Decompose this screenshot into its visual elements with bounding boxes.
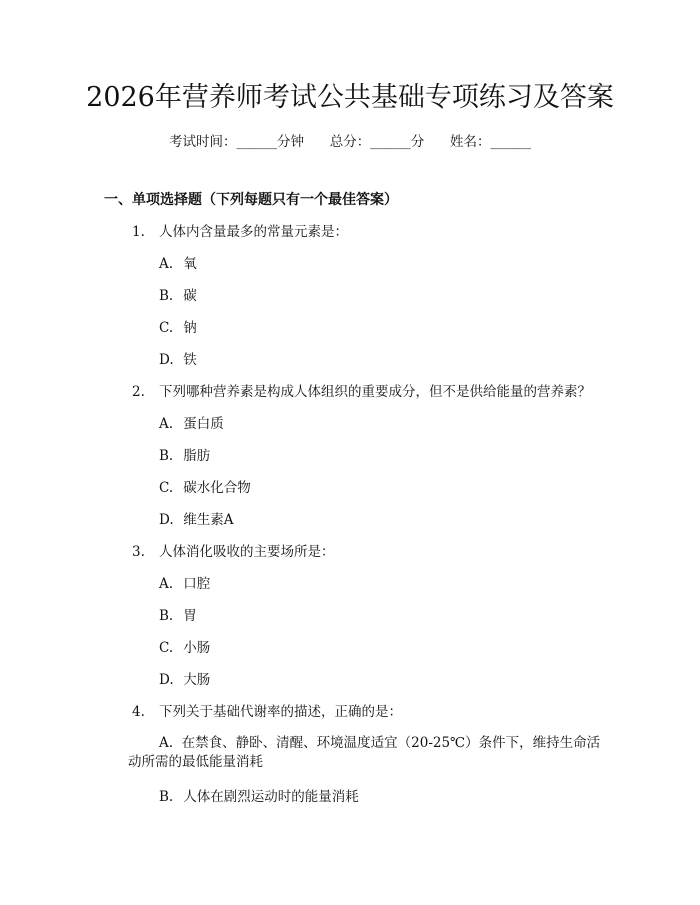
option-letter: B. (159, 448, 174, 464)
option-2a (159, 414, 224, 434)
option-text: 蛋白质 (183, 416, 224, 432)
option-text: 胃 (183, 608, 197, 624)
option-1b (159, 286, 197, 306)
option-letter: B. (159, 288, 174, 304)
option-text: 小肠 (183, 640, 211, 656)
option-1a (159, 254, 197, 274)
option-letter: A. (159, 256, 174, 272)
option-1d (159, 350, 197, 370)
question-text: 人体消化吸收的主要场所是： (159, 544, 335, 560)
option-letter: B. (159, 608, 174, 624)
option-text: 碳水化合物 (183, 480, 251, 496)
question-text: 下列哪种营养素是构成人体组织的重要成分，但不是供给能量的营养素？ (159, 384, 591, 400)
question-text: 人体内含量最多的常量元素是： (159, 224, 348, 240)
option-2c (159, 478, 251, 498)
option-letter: A. (159, 735, 174, 751)
option-letter: D. (159, 352, 174, 368)
option-text: 大肠 (183, 672, 211, 688)
option-text: 钠 (183, 320, 197, 336)
option-text: 氧 (183, 256, 197, 272)
option-letter: C. (159, 640, 174, 656)
option-letter: C. (159, 480, 174, 496)
option-3c (159, 638, 210, 658)
option-text: 脂肪 (183, 448, 211, 464)
option-letter: B. (159, 789, 174, 805)
option-text: 人体在剧烈运动时的能量消耗 (183, 789, 359, 805)
question-text: 下列关于基础代谢率的描述，正确的是： (159, 704, 402, 720)
option-text: 碳 (183, 288, 197, 304)
option-text: 维生素A (183, 512, 234, 528)
question-number: 1. (132, 224, 145, 240)
option-letter: D. (159, 672, 174, 688)
question-number: 2. (132, 384, 145, 400)
option-3b (159, 606, 197, 626)
option-4b (159, 787, 359, 807)
option-text: 口腔 (183, 576, 211, 592)
question-number: 3. (132, 544, 145, 560)
question-number: 4. (132, 704, 145, 720)
option-text: 铁 (183, 352, 197, 368)
option-3d (159, 670, 210, 690)
option-text: 在禁食、静卧、清醒、环境温度适宜（20-25℃）条件下，维持生命活动所需的最低能量消耗 (128, 735, 601, 770)
option-letter: A. (159, 416, 174, 432)
option-1c (159, 318, 197, 338)
option-2b (159, 446, 210, 466)
option-2d (159, 510, 234, 530)
option-letter: A. (159, 576, 174, 592)
option-3a (159, 574, 210, 594)
option-4a (128, 734, 608, 772)
exam-meta-line: 考试时间：______分钟 总分：______分 姓名：______ (169, 134, 531, 150)
option-letter: C. (159, 320, 174, 336)
section-heading: 一、单项选择题（下列每题只有一个最佳答案） (104, 192, 398, 208)
document-title: 2026年营养师考试公共基础专项练习及答案 (86, 82, 614, 113)
option-letter: D. (159, 512, 174, 528)
